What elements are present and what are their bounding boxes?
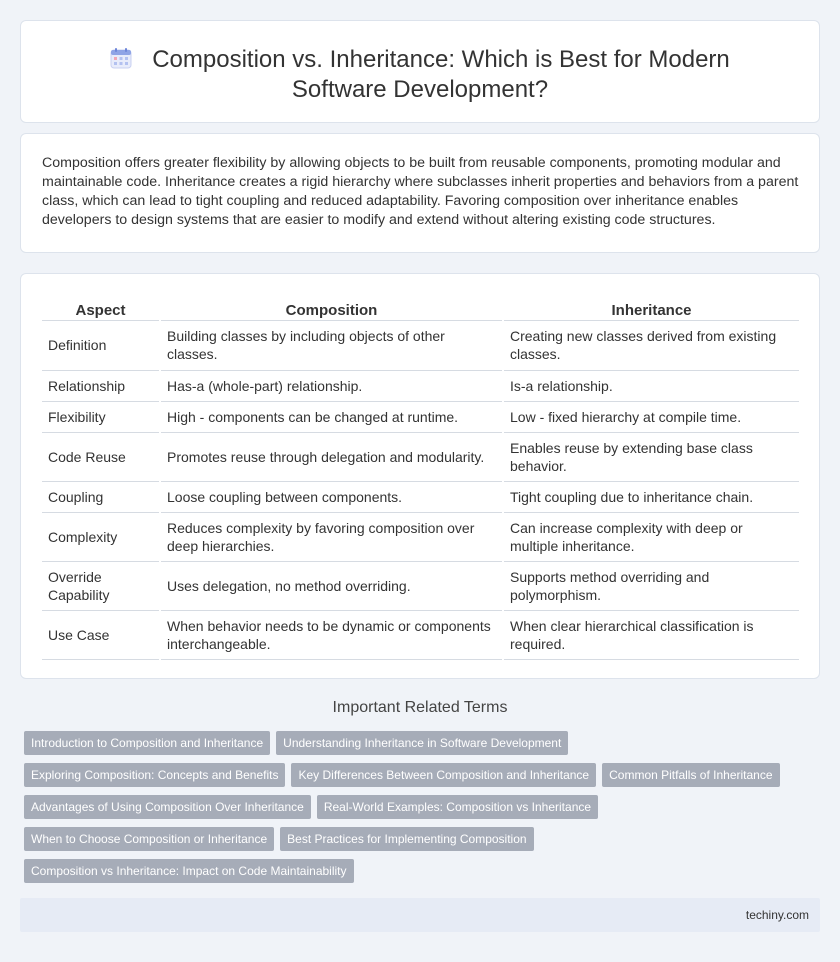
page-title: Composition vs. Inheritance: Which is Best for Modern Software Development?: [152, 46, 730, 103]
cell-composition: When behavior needs to be dynamic or components interchangeable.: [160, 610, 503, 659]
related-term-tag[interactable]: Exploring Composition: Concepts and Benefits: [24, 763, 285, 787]
cell-composition: Loose coupling between components.: [160, 481, 503, 512]
cell-inheritance: Low - fixed hierarchy at compile time.: [503, 401, 799, 432]
cell-composition: Uses delegation, no method overriding.: [160, 561, 503, 610]
comparison-table: [42, 296, 799, 660]
cell-composition: Has-a (whole-part) relationship.: [160, 370, 503, 401]
related-term-tag[interactable]: Real-World Examples: Composition vs Inheritance: [317, 795, 598, 819]
cell-inheritance: Enables reuse by extending base class behavior.: [503, 432, 799, 481]
header-aspect: Aspect: [42, 296, 160, 320]
related-term-tag[interactable]: Understanding Inheritance in Software Development: [276, 731, 568, 755]
cell-aspect: Use Case: [42, 610, 160, 659]
table-row: [42, 512, 799, 561]
related-term-tag[interactable]: Best Practices for Implementing Composition: [280, 827, 533, 851]
header-inheritance: Inheritance: [503, 296, 799, 320]
table-row: [42, 481, 799, 512]
page-title-wrap: [21, 45, 819, 105]
intro-card: [20, 133, 820, 253]
cell-aspect: Complexity: [42, 512, 160, 561]
cell-aspect: Definition: [42, 320, 160, 370]
intro-paragraph: Composition offers greater flexibility by allowing objects to be built from reusable components, promoting modular and maintainable code. Inheritance creates a rigid hierarchy where subclasses inherit properties and behaviors from a parent class, which can lead to tight coupling and reduced adaptability. Favoring composition over inheritance enables developers to design systems that are easier to modify and extend without altering existing code structures.: [42, 155, 799, 228]
title-card: [20, 20, 820, 123]
calendar-grid-icon: [110, 47, 132, 69]
cell-inheritance: Creating new classes derived from existing classes.: [503, 320, 799, 370]
cell-aspect: Flexibility: [42, 401, 160, 432]
cell-inheritance: When clear hierarchical classification is required.: [503, 610, 799, 659]
related-term-tag[interactable]: When to Choose Composition or Inheritance: [24, 827, 274, 851]
cell-composition: High - components can be changed at runtime.: [160, 401, 503, 432]
related-term-tag[interactable]: Advantages of Using Composition Over Inheritance: [24, 795, 311, 819]
comparison-card: [20, 273, 820, 679]
cell-aspect: Override Capability: [42, 561, 160, 610]
cell-aspect: Coupling: [42, 481, 160, 512]
header-composition: Composition: [160, 296, 503, 320]
cell-inheritance: Supports method overriding and polymorphism.: [503, 561, 799, 610]
related-term-tag[interactable]: Key Differences Between Composition and Inheritance: [291, 763, 596, 787]
table-row: [42, 401, 799, 432]
cell-inheritance: Is-a relationship.: [503, 370, 799, 401]
table-header-row: [42, 296, 799, 320]
cell-composition: Reduces complexity by favoring composition over deep hierarchies.: [160, 512, 503, 561]
footer-bar: [20, 898, 820, 932]
related-term-tag[interactable]: Introduction to Composition and Inheritance: [24, 731, 270, 755]
cell-composition: Promotes reuse through delegation and modularity.: [160, 432, 503, 481]
cell-inheritance: Tight coupling due to inheritance chain.: [503, 481, 799, 512]
table-row: [42, 370, 799, 401]
cell-aspect: Code Reuse: [42, 432, 160, 481]
related-term-tag[interactable]: Composition vs Inheritance: Impact on Code Maintainability: [24, 859, 354, 883]
table-row: [42, 320, 799, 370]
related-term-tag[interactable]: Common Pitfalls of Inheritance: [602, 763, 779, 787]
footer-site-link[interactable]: techiny.com: [745, 908, 809, 922]
table-row: [42, 432, 799, 481]
cell-composition: Building classes by including objects of other classes.: [160, 320, 503, 370]
table-row: [42, 610, 799, 659]
table-row: [42, 561, 799, 610]
related-terms-heading: Important Related Terms: [332, 699, 508, 716]
cell-inheritance: Can increase complexity with deep or multiple inheritance.: [503, 512, 799, 561]
related-terms-list: [24, 731, 804, 891]
cell-aspect: Relationship: [42, 370, 160, 401]
